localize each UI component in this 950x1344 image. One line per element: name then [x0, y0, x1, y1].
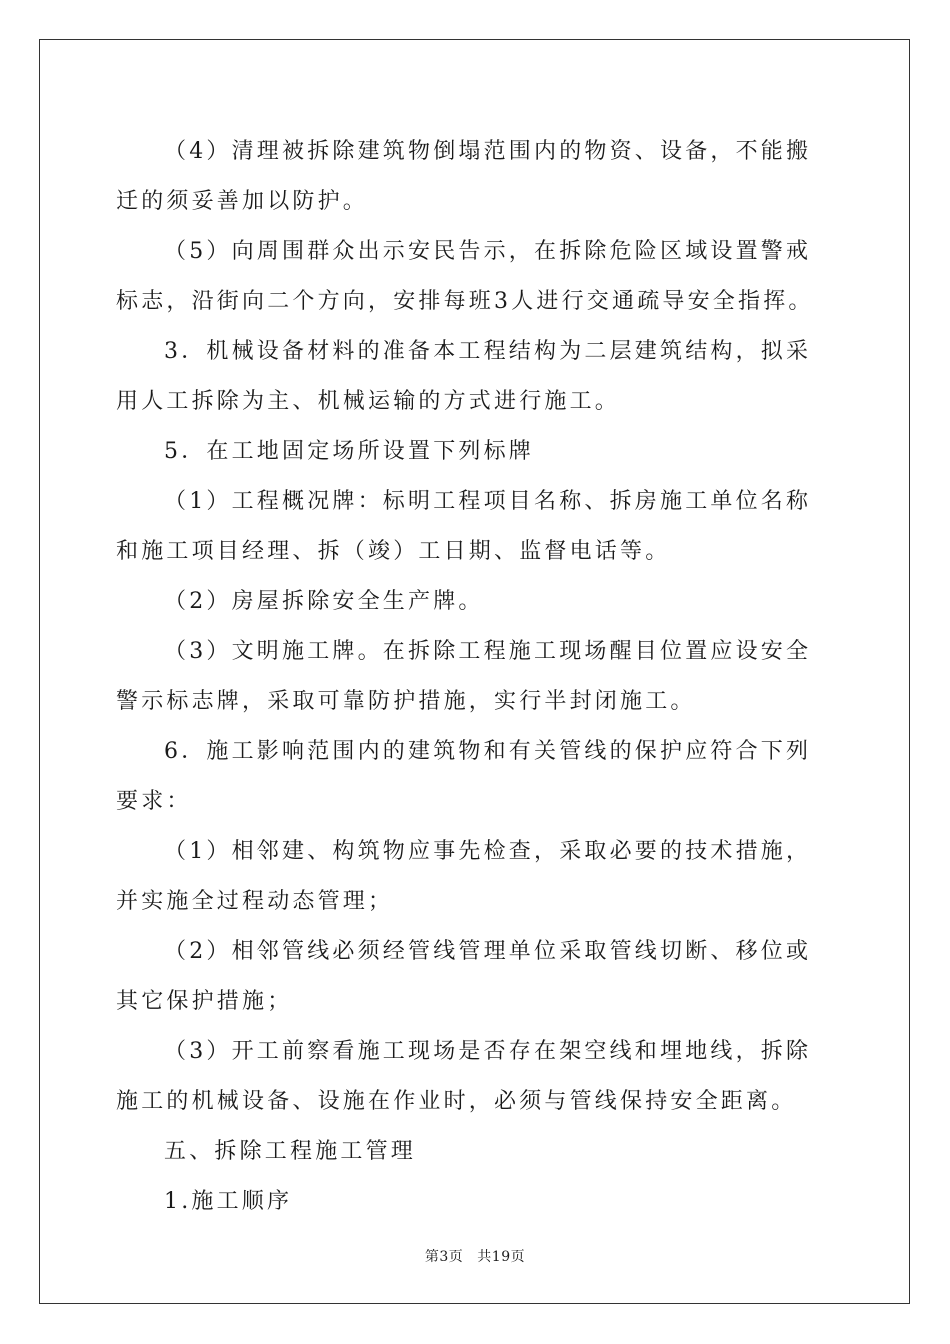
- paragraph-sign-2-safety: （2）房屋拆除安全生产牌。: [164, 589, 484, 614]
- paragraph-item-4-clear-materials: （4）清理被拆除建筑物倒塌范围内的物资、设备，不能搬迁的须妥善加以防护。: [116, 139, 812, 214]
- paragraph-protect-2-pipelines: （2）相邻管线必须经管线管理单位采取管线切断、移位或其它保护措施；: [116, 939, 812, 1014]
- paragraph-section-6-protection: 6．施工影响范围内的建筑物和有关管线的保护应符合下列要求：: [116, 739, 812, 814]
- page-number: 第3页: [424, 1249, 464, 1265]
- page-total: 共19页: [477, 1249, 526, 1265]
- paragraph-sign-3-civilized: （3）文明施工牌。在拆除工程施工现场醒目位置应设安全警示标志牌，采取可靠防护措施，实行半封闭施工。: [116, 639, 812, 714]
- paragraph-sign-1-overview: （1）工程概况牌：标明工程项目名称、拆房施工单位名称和施工项目经理、拆（竣）工日期、监督电话等。: [116, 489, 812, 564]
- paragraph-protect-1-adjacent: （1）相邻建、构筑物应事先检查，采取必要的技术措施，并实施全过程动态管理；: [116, 839, 812, 914]
- document-body: [116, 127, 836, 1227]
- paragraph-section-5-signage: 5．在工地固定场所设置下列标牌: [164, 439, 534, 464]
- paragraph-section-3-equipment: 3．机械设备材料的准备本工程结构为二层建筑结构，拟采用人工拆除为主、机械运输的方式进行施工。: [116, 339, 812, 414]
- section-heading-demolition-management: 五、拆除工程施工管理: [164, 1139, 417, 1164]
- paragraph-protect-3-overhead: （3）开工前察看施工现场是否存在架空线和埋地线，拆除施工的机械设备、设施在作业时，必须与管线保持安全距离。: [116, 1039, 812, 1114]
- page-footer: [0, 1246, 950, 1266]
- paragraph-item-5-public-notice: （5）向周围群众出示安民告示，在拆除危险区域设置警戒标志，沿街向二个方向，安排每班3人进行交通疏导安全指挥。: [116, 239, 814, 314]
- subsection-heading-construction-order: 1.施工顺序: [164, 1189, 293, 1214]
